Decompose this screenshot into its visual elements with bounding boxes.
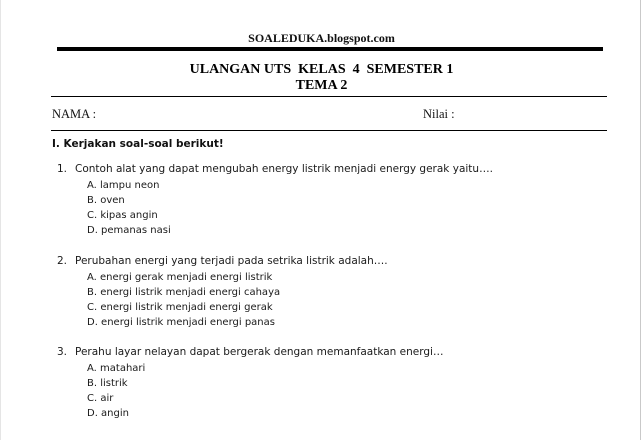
exam-title: ULANGAN UTS KELAS 4 SEMESTER 1 [189, 62, 454, 77]
option-b: B. energi listrik menjadi energi cahaya [87, 286, 281, 298]
option-d: D. energi listrik menjadi energi panas [87, 317, 275, 329]
option-list [87, 361, 145, 422]
name-row-bottom-divider [51, 130, 607, 131]
name-row-top-divider [51, 96, 607, 97]
question-text: Perahu layar nelayan dapat bergerak dengan memanfaatkan energi… [75, 346, 444, 358]
option-d: D. pemanas nasi [87, 225, 171, 237]
cut-off-next-line [57, 436, 257, 440]
exam-subtitle: TEMA 2 [295, 78, 348, 93]
option-b: B. listrik [87, 377, 128, 389]
section-heading: I. Kerjakan soal-soal berikut! [52, 138, 224, 150]
question-text: Contoh alat yang dapat mengubah energy listrik menjadi energy gerak yaitu…. [75, 163, 493, 175]
option-list [87, 178, 171, 239]
question-number: 1. [57, 163, 68, 175]
score-label: Nilai : [423, 107, 455, 121]
question-number: 2. [57, 255, 68, 267]
header-divider [57, 47, 603, 51]
option-b: B. oven [87, 194, 125, 206]
name-label: NAMA : [52, 107, 97, 121]
option-a: A. matahari [87, 362, 146, 374]
option-d: D. angin [87, 408, 129, 420]
option-c: C. air [87, 392, 114, 404]
question-number: 3. [57, 346, 68, 358]
option-a: A. energi gerak menjadi energi listrik [87, 271, 273, 283]
option-c: C. energi listrik menjadi energi gerak [87, 301, 273, 313]
question-text: Perubahan energi yang terjadi pada setrika listrik adalah…. [75, 255, 388, 267]
option-a: A. lampu neon [87, 179, 160, 191]
option-c: C. kipas angin [87, 209, 158, 221]
option-list [87, 270, 280, 331]
site-watermark: SOALEDUKA.blogspot.com [248, 31, 395, 45]
